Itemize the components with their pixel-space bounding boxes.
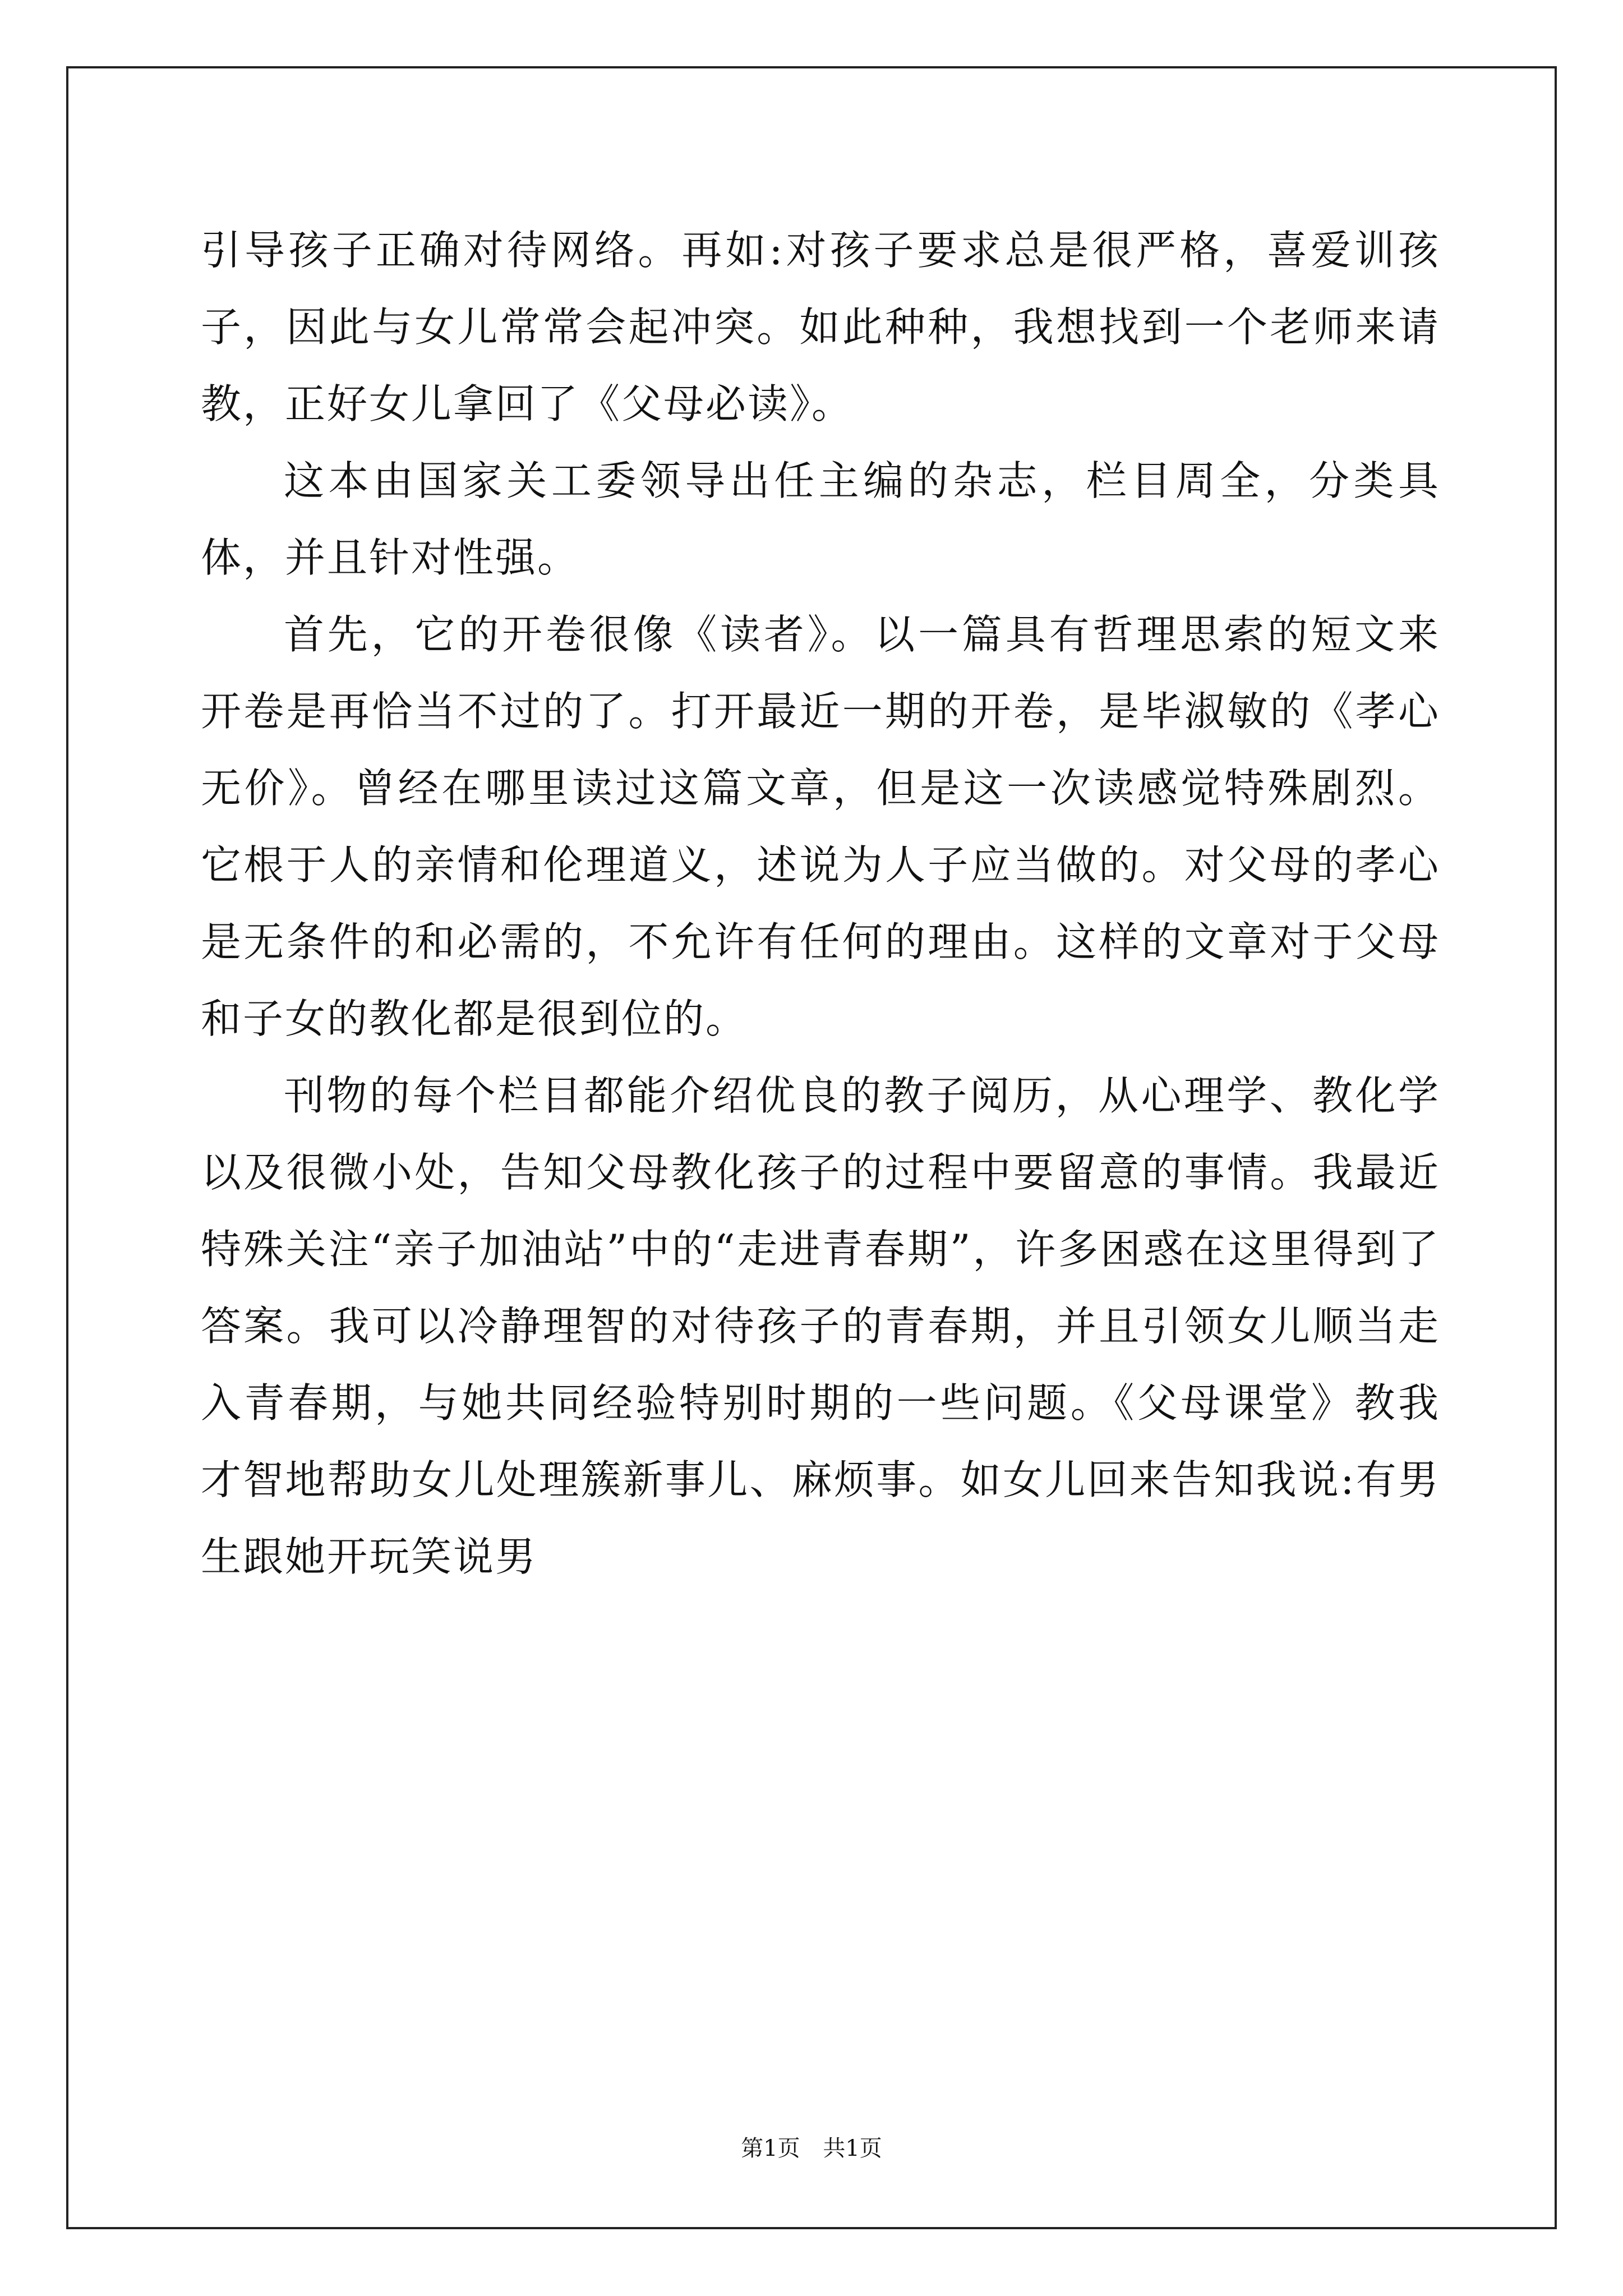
document-body xyxy=(201,212,1440,1595)
paragraph-2: 这本由国家关工委领导出任主编的杂志，栏目周全，分类具体，并且针对性强。 xyxy=(201,457,1440,581)
paragraph-1: 引导孩子正确对待网络。再如:对孩子要求总是很严格，喜爱训孩子，因此与女儿常常会起冲突。如此种种，我想找到一个老师来请教，正好女儿拿回了《父母必读》。 xyxy=(201,227,1440,427)
page-total: 共1页 xyxy=(823,2136,882,2161)
paragraph-3: 首先，它的开卷很像《读者》。以一篇具有哲理思索的短文来开卷是再恰当不过的了。打开最近一期的开卷，是毕淑敏的《孝心无价》。曾经在哪里读过这篇文章，但是这一次读感觉特殊剧烈。它根于人的亲情和伦理道义，述说为人子应当做的。对父母的孝心是无条件的和必需的，不允许有任何的理由。这样的文章对于父母和子女的教化都是很到位的。 xyxy=(201,611,1440,1042)
page-footer xyxy=(0,2132,1623,2165)
paragraph-4: 刊物的每个栏目都能介绍优良的教子阅历，从心理学、教化学以及很微小处，告知父母教化孩子的过程中要留意的事情。我最近特殊关注“亲子加油站”中的“走进青春期”，许多困惑在这里得到了答案。我可以冷静理智的对待孩子的青春期，并且引领女儿顺当走入青春期，与她共同经验特别时期的一些问题。《父母课堂》教我才智地帮助女儿处理簇新事儿、麻烦事。如女儿回来告知我说:有男生跟她开玩笑说男 xyxy=(201,1072,1440,1580)
page-number: 第1页 xyxy=(741,2136,800,2161)
